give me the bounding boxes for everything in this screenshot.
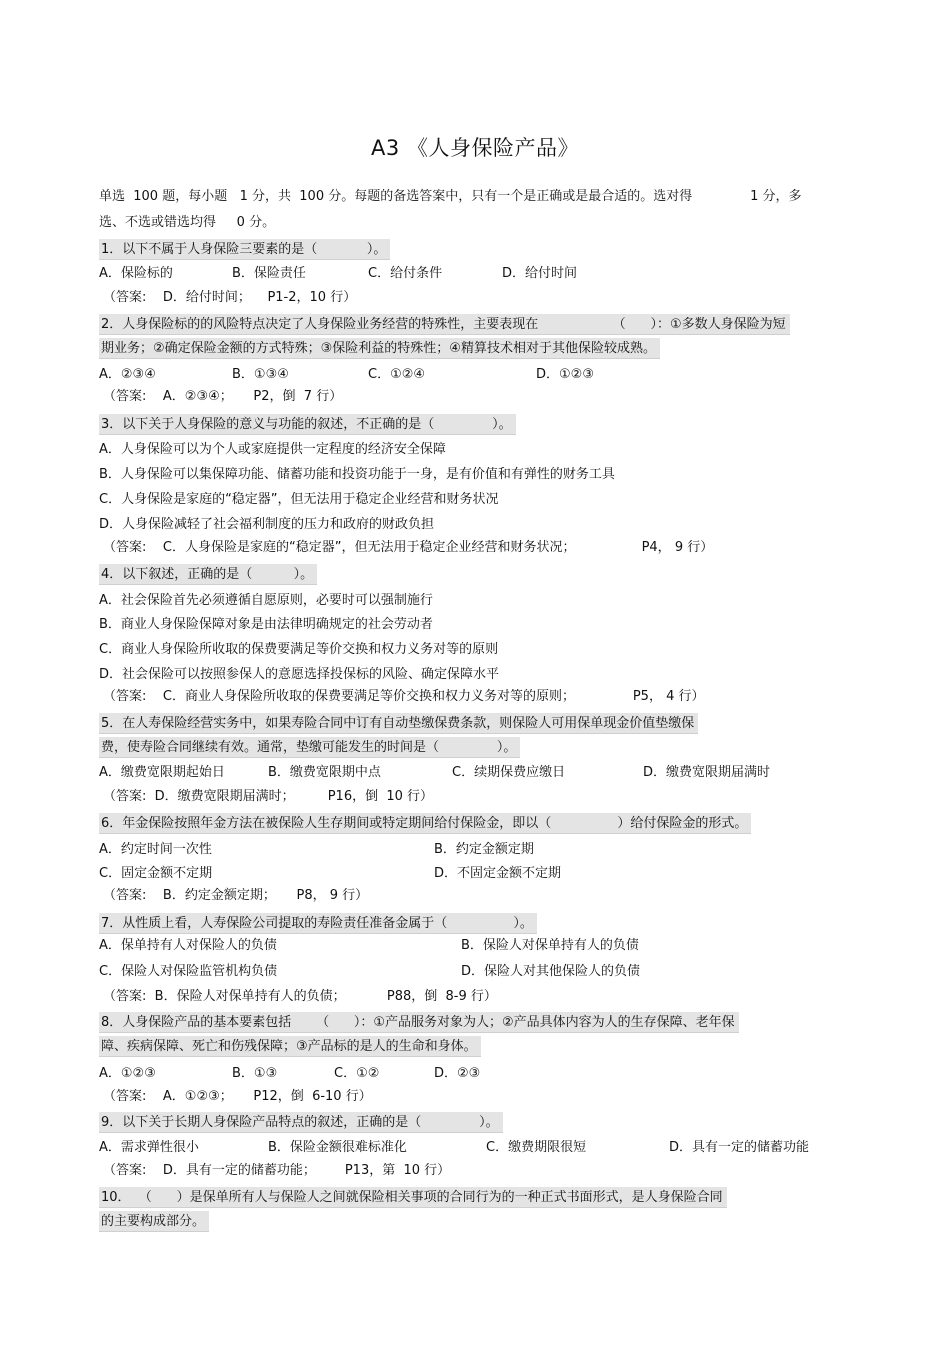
question-1-option-b: B．保险责任 — [232, 266, 306, 281]
question-6-option-d: D．不固定金额不定期 — [434, 866, 562, 881]
question-6-option-c: C．固定金额不定期 — [99, 866, 213, 881]
question-9-stem — [99, 1114, 503, 1132]
question-3-option-c: C．人身保险是家庭的“稳定器”，但无法用于稳定企业经营和财务状况 — [99, 492, 499, 507]
question-7-stem — [99, 915, 537, 933]
question-stem-line: 3．以下关于人身保险的意义与功能的叙述，不正确的是（ ）。 — [99, 414, 516, 435]
question-2-option-c: C．①②④ — [368, 367, 426, 382]
question-8-answer: （答案: A．①②③； P12，倒 6-10 行） — [103, 1089, 372, 1104]
question-4-option-d: D．社会保险可以按照参保人的意愿选择投保标的风险、确定保障水平 — [99, 667, 500, 682]
question-8-stem — [99, 1014, 739, 1032]
question-2-stem — [99, 316, 790, 334]
question-1-stem — [99, 241, 390, 259]
question-2-stem-cont — [99, 340, 660, 358]
question-3-stem — [99, 416, 516, 434]
question-7-option-a: A．保单持有人对保险人的负债 — [99, 938, 277, 953]
question-5-option-d: D．缴费宽限期届满时 — [643, 765, 771, 780]
question-8-stem-cont — [99, 1038, 481, 1056]
question-8-option-b: B．①③ — [232, 1066, 278, 1081]
question-4-option-b: B．商业人身保险保障对象是由法律明确规定的社会劳动者 — [99, 617, 433, 632]
question-6-stem — [99, 815, 751, 833]
question-3-answer: （答案: C．人身保险是家庭的“稳定器”，但无法用于稳定企业经营和财务状况； P4， 9 行） — [103, 540, 714, 555]
question-5-answer: （答案: D．缴费宽限期届满时； P16，倒 10 行） — [103, 789, 434, 804]
question-10-stem-cont — [99, 1213, 209, 1231]
question-8-option-a: A．①②③ — [99, 1066, 156, 1081]
question-7-answer: （答案: B．保险人对保单持有人的负债； P88，倒 8-9 行） — [103, 989, 497, 1004]
question-1-option-c: C．给付条件 — [368, 266, 443, 281]
question-6-option-b: B．约定金额定期 — [434, 842, 534, 857]
question-stem-line: 7．从性质上看，人寿保险公司提取的寿险责任准备金属于（ ）。 — [99, 913, 537, 934]
question-1-answer: （答案: D．给付时间； P1-2，10 行） — [103, 290, 357, 305]
question-5-stem-cont — [99, 739, 520, 757]
question-5-option-c: C．续期保费应缴日 — [452, 765, 566, 780]
question-stem-line: 2．人身保险标的的风险特点决定了人身保险业务经营的特殊性，主要表现在 （ ）：①多数人身保险为短 — [99, 314, 790, 335]
question-9-option-a: A．需求弹性很小 — [99, 1140, 199, 1155]
question-stem-line: 4．以下叙述，正确的是（ ）。 — [99, 564, 317, 585]
intro-line: 选、不选或错选均得 0 分。 — [99, 215, 276, 230]
question-10-stem — [99, 1189, 727, 1207]
question-9-option-d: D．具有一定的储蓄功能 — [669, 1140, 810, 1155]
question-9-option-c: C．缴费期限很短 — [486, 1140, 587, 1155]
question-3-option-a: A．人身保险可以为个人或家庭提供一定程度的经济安全保障 — [99, 442, 446, 457]
question-8-option-d: D．②③ — [434, 1066, 481, 1081]
question-stem-line: 的主要构成部分。 — [99, 1211, 209, 1232]
question-4-option-a: A．社会保险首先必须遵循自愿原则，必要时可以强制施行 — [99, 593, 433, 608]
question-4-option-c: C．商业人身保险所收取的保费要满足等价交换和权力义务对等的原则 — [99, 642, 499, 657]
question-6-answer: （答案: B．约定金额定期； P8， 9 行） — [103, 888, 369, 903]
intro-line: 单选 100 题，每小题 1 分，共 100 分。每题的备选答案中，只有一个是正确或是最合适的。选对得 1 分，多 — [99, 189, 802, 204]
question-9-option-b: B．保险金额很难标准化 — [268, 1140, 407, 1155]
question-7-option-b: B．保险人对保单持有人的负债 — [461, 938, 639, 953]
intro-text — [99, 184, 851, 236]
question-2-option-b: B．①③④ — [232, 367, 289, 382]
question-3-option-d: D．人身保险减轻了社会福利制度的压力和政府的财政负担 — [99, 517, 435, 532]
question-1-option-d: D．给付时间 — [502, 266, 578, 281]
question-2-answer: （答案: A．②③④； P2，倒 7 行） — [103, 389, 343, 404]
question-stem-line: 5．在人寿保险经营实务中，如果寿险合同中订有自动垫缴保费条款，则保险人可用保单现金价值垫缴保 — [99, 713, 698, 734]
question-2-option-d: D．①②③ — [536, 367, 594, 382]
question-4-stem — [99, 566, 317, 584]
question-4-answer: （答案: C．商业人身保险所收取的保费要满足等价交换和权力义务对等的原则； P5， 4 行） — [103, 689, 705, 704]
question-2-option-a: A．②③④ — [99, 367, 156, 382]
question-7-option-c: C．保险人对保险监管机构负债 — [99, 964, 278, 979]
question-stem-line: 8．人身保险产品的基本要素包括 （ ）：①产品服务对象为人；②产品具体内容为人的生存保障、老年保 — [99, 1012, 739, 1033]
question-5-stem — [99, 715, 698, 733]
question-stem-line: 期业务；②确定保险金额的方式特殊；③保险利益的特殊性；④精算技术相对于其他保险较成熟。 — [99, 338, 660, 359]
question-3-option-b: B．人身保险可以集保障功能、储蓄功能和投资功能于一身，是有价值和有弹性的财务工具 — [99, 467, 615, 482]
question-stem-line: 1．以下不属于人身保险三要素的是（ ）。 — [99, 239, 390, 260]
question-5-option-b: B．缴费宽限期中点 — [268, 765, 381, 780]
question-stem-line: 障、疾病保障、死亡和伤残保障；③产品标的是人的生命和身体。 — [99, 1036, 481, 1057]
question-stem-line: 6．年金保险按照年金方法在被保险人生存期间或特定期间给付保险金，即以（ ）给付保险金的形式。 — [99, 813, 751, 834]
question-8-option-c: C．①② — [334, 1066, 380, 1081]
question-7-option-d: D．保险人对其他保险人的负债 — [461, 964, 641, 979]
question-1-option-a: A．保险标的 — [99, 266, 173, 281]
page-title: A3 《人身保险产品》 — [371, 136, 579, 160]
question-stem-line: 费，使寿险合同继续有效。通常，垫缴可能发生的时间是（ ）。 — [99, 737, 520, 758]
question-9-answer: （答案: D．具有一定的储蓄功能； P13，第 10 行） — [103, 1163, 451, 1178]
question-5-option-a: A．缴费宽限期起始日 — [99, 765, 225, 780]
question-stem-line: 10． （ ）是保单所有人与保险人之间就保险相关事项的合同行为的一种正式书面形式，是人身保险合同 — [99, 1187, 727, 1208]
question-6-option-a: A．约定时间一次性 — [99, 842, 212, 857]
question-stem-line: 9．以下关于长期人身保险产品特点的叙述，正确的是（ ）。 — [99, 1112, 503, 1133]
